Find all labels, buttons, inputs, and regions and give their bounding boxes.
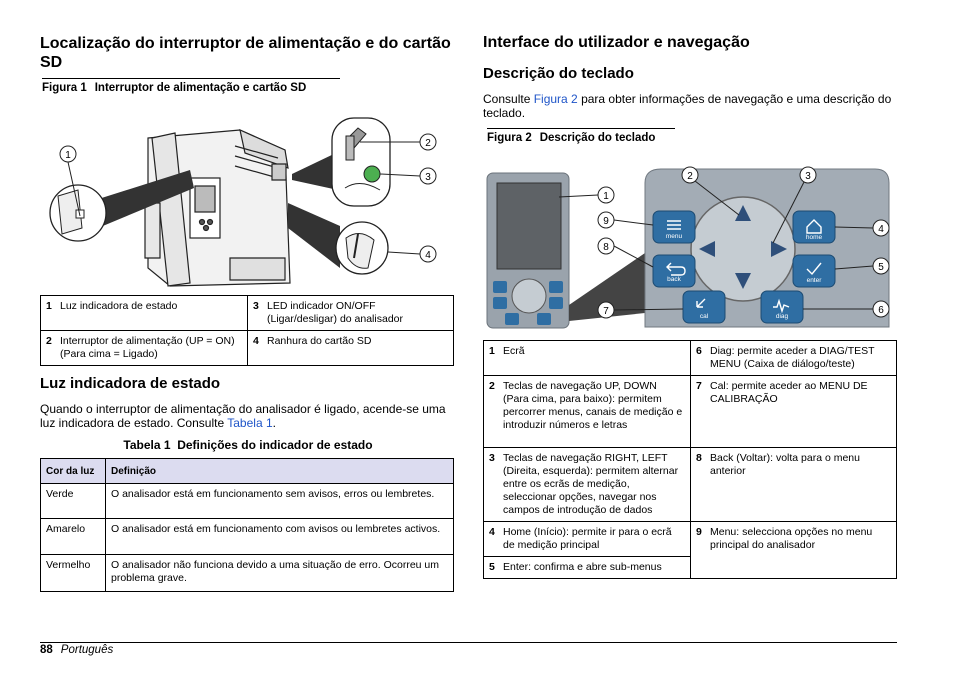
legend-cell: 4 Home (Início): permite ir para o ecrã de medição principal	[484, 522, 691, 557]
figure1-illustration	[40, 108, 456, 290]
analyzer-housing-drawing	[145, 130, 290, 286]
menu-key-label: menu	[665, 233, 683, 240]
legend-cell: 5 Enter: confirma e abre sub-menus	[484, 557, 691, 579]
legend-cell: 8 Back (Voltar): volta para o menu anterior	[691, 448, 897, 522]
table1-title: Definições do indicador de estado	[177, 438, 373, 452]
legend-cell: 7 Cal: permite aceder ao MENU DE CALIBRAÇÃO	[691, 376, 897, 448]
table-row	[41, 519, 454, 555]
fig1-callout-2-label: 2	[425, 138, 431, 149]
figure2-caption	[487, 128, 675, 144]
col-header-color: Cor da luz	[41, 459, 106, 484]
table-header-row	[41, 459, 454, 484]
home-key-label: home	[805, 234, 823, 241]
figure2-illustration	[483, 163, 897, 331]
subheading-keypad: Descrição do teclado	[483, 65, 634, 82]
footer-language: Português	[60, 644, 114, 656]
fig2-callout-1: 1	[603, 191, 609, 202]
legend-row	[41, 331, 454, 366]
figure1-number: Figura 1	[42, 82, 87, 94]
keypad-paragraph	[483, 92, 897, 120]
cell-definition: O analisador não funciona devido a uma situação de erro. Ocorreu um problema grave.	[106, 555, 454, 592]
figure1-title: Interruptor de alimentação e cartão SD	[94, 82, 307, 94]
fig2-callout-5: 5	[878, 262, 884, 273]
fig2-callout-2: 2	[687, 171, 693, 182]
figure1-legend-table	[40, 295, 454, 366]
legend-cell: 1 Ecrã	[484, 341, 691, 376]
legend-cell: 2 Teclas de navegação UP, DOWN (Para cima, para baixo): permitem percorrer menus, canais de medição e introduzir números e letras	[484, 376, 691, 448]
para-text-end: para obter informações de navegação e uma descrição do teclado.	[483, 92, 892, 120]
legend-row	[484, 341, 897, 376]
fig2-callout-7: 7	[603, 306, 609, 317]
fig1-callout-1-label: 1	[65, 150, 71, 161]
figure2-link[interactable]: Figura 2	[533, 92, 578, 106]
legend-cell: 3 LED indicador ON/OFF (Ligar/desligar) do analisador	[248, 296, 454, 331]
figure2-legend-table	[483, 340, 897, 579]
page-number: 88	[40, 644, 53, 656]
keypad-enlarged	[645, 169, 889, 327]
para-text-end: .	[272, 416, 276, 430]
figure2-number: Figura 2	[487, 132, 532, 144]
legend-row	[484, 376, 897, 448]
fig1-callout-3-label: 3	[425, 172, 431, 183]
legend-cell: 9 Menu: selecciona opções no menu principal do analisador	[691, 522, 897, 579]
legend-cell: 3 Teclas de navegação RIGHT, LEFT (Direita, esquerda): permitem alternar entre os ecrãs de medição, seleccionar opções, navegar nos campos de introdução de dados	[484, 448, 691, 522]
legend-cell: 4 Ranhura do cartão SD	[248, 331, 454, 366]
figure2-title: Descrição do teclado	[539, 132, 656, 144]
back-key-label: back	[667, 276, 681, 283]
section-heading-ui: Interface do utilizador e navegação	[483, 34, 750, 51]
cell-color: Amarelo	[41, 519, 106, 555]
table1-caption	[40, 438, 456, 452]
page-footer	[40, 644, 113, 656]
cell-definition: O analisador está em funcionamento sem avisos, erros ou lembretes.	[106, 484, 454, 519]
table1-number: Tabela 1	[123, 438, 171, 452]
section-heading-power-sd: Localização do interruptor de alimentação e do cartão SD	[40, 35, 451, 71]
subheading-status-light: Luz indicadora de estado	[40, 375, 221, 392]
legend-row	[41, 296, 454, 331]
status-light-paragraph	[40, 402, 456, 430]
table1-link[interactable]: Tabela 1	[227, 416, 273, 430]
legend-row	[484, 522, 897, 557]
fig1-callout-4-label: 4	[425, 250, 431, 261]
figure1-caption	[42, 78, 340, 94]
fig2-callout-3: 3	[805, 171, 811, 182]
cell-color: Verde	[41, 484, 106, 519]
cell-color: Vermelho	[41, 555, 106, 592]
controller-small-drawing	[487, 173, 569, 328]
fig2-callout-8: 8	[603, 242, 609, 253]
para-text: Consulte	[483, 92, 534, 106]
legend-row	[484, 448, 897, 522]
col-header-definition: Definição	[106, 459, 454, 484]
power-led	[364, 166, 380, 182]
cell-definition: O analisador está em funcionamento com avisos ou lembretes activos.	[106, 519, 454, 555]
legend-cell: 2 Interruptor de alimentação (UP = ON) (Para cima = Ligado)	[41, 331, 248, 366]
table-row	[41, 555, 454, 592]
table-row	[41, 484, 454, 519]
diag-key-label: diag	[775, 313, 789, 320]
cal-key-label: cal	[699, 313, 709, 320]
enter-key-label: enter	[806, 277, 822, 284]
legend-cell: 6 Diag: permite aceder a DIAG/TEST MENU (Caixa de diálogo/teste)	[691, 341, 897, 376]
fig2-callout-9: 9	[603, 216, 609, 227]
footer-rule	[40, 642, 897, 643]
fig2-callout-4: 4	[878, 224, 884, 235]
fig2-callout-6: 6	[878, 305, 884, 316]
legend-cell: 1 Luz indicadora de estado	[41, 296, 248, 331]
status-definitions-table	[40, 458, 454, 592]
para-text: Quando o interruptor de alimentação do analisador é ligado, acende-se uma luz indicadora de estado. Consulte	[40, 402, 446, 430]
